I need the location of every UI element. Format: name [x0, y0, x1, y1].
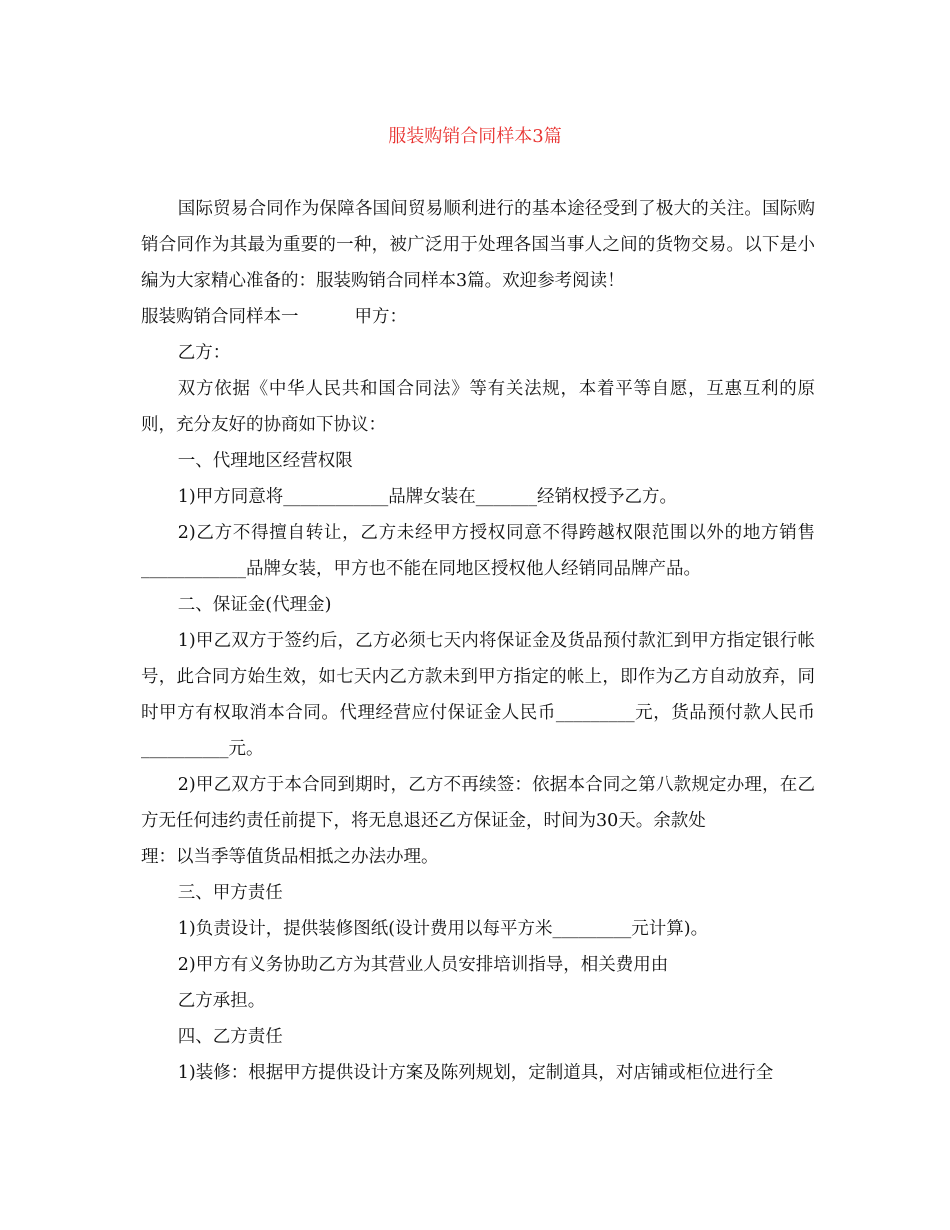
section-2-title: 二、保证金(代理金)	[177, 595, 332, 615]
section-1-item-2: 2)乙方不得擅自转让，乙方未经甲方授权同意不得跨越权限范围以外的地方销售____________品牌女装，甲方也不能在同地区授权他人经销同品牌产品。	[141, 523, 815, 579]
section-3-item-2: 2)甲方有义务协助乙方为其营业人员安排培训指导，相关费用由	[177, 955, 669, 975]
document-body	[141, 191, 815, 1091]
section-1-item-1: 1)甲方同意将____________品牌女装在_______经销权授予乙方。	[177, 487, 677, 507]
document-title: 服装购销合同样本3篇	[388, 126, 562, 147]
sample-heading-row	[141, 299, 815, 335]
section-1-title: 一、代理地区经营权限	[177, 451, 353, 471]
intro-paragraph: 国际贸易合同作为保障各国间贸易顺利进行的基本途径受到了极大的关注。国际购销合同作为其最为重要的一种，被广泛用于处理各国当事人之间的货物交易。以下是小编为大家精心准备的：服装购销合同样本3篇。欢迎参考阅读！	[141, 199, 815, 291]
section-2-item-2-continued: 理：以当季等值货品相抵之办法办理。	[141, 847, 439, 867]
section-4-item-1: 1)装修：根据甲方提供设计方案及陈列规划，定制道具，对店铺或柜位进行全	[177, 1063, 774, 1083]
section-3-item-2-continued: 乙方承担。	[177, 991, 266, 1011]
sample-heading: 服装购销合同样本一	[141, 307, 299, 327]
preamble-paragraph: 双方依据《中华人民共和国合同法》等有关法规，本着平等自愿，互惠互利的原则，充分友好的协商如下协议：	[141, 379, 815, 435]
section-3-item-1: 1)负责设计，提供装修图纸(设计费用以每平方米_________元计算)。	[177, 919, 709, 939]
party-a-label: 甲方：	[354, 307, 407, 327]
section-3-title: 三、甲方责任	[177, 883, 283, 903]
section-2-item-2: 2)甲乙双方于本合同到期时，乙方不再续签：依据本合同之第八款规定办理，在乙方无任何违约责任前提下，将无息退还乙方保证金，时间为30天。余款处	[141, 775, 815, 831]
section-2-item-1: 1)甲乙双方于签约后，乙方必须七天内将保证金及货品预付款汇到甲方指定银行帐号，此合同方始生效，如七天内乙方款未到甲方指定的帐上，即作为乙方自动放弃，同时甲方有权取消本合同。代理经营应付保证金人民币_________元，货品预付款人民币__________元。	[141, 631, 815, 759]
heading-gap	[299, 299, 355, 335]
party-b-label: 乙方：	[177, 343, 231, 363]
section-4-title: 四、乙方责任	[177, 1027, 283, 1047]
